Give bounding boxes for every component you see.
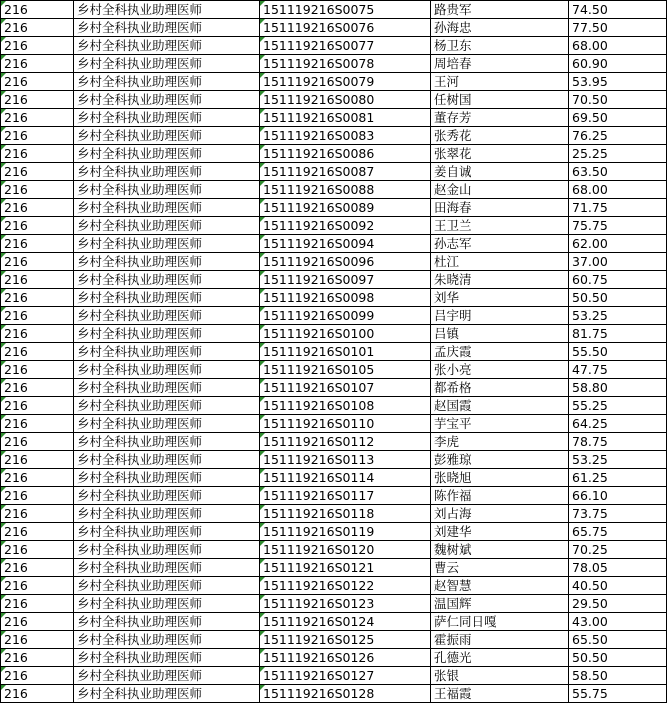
cell-candidate-name[interactable]: 孔德光 [431, 649, 569, 667]
table-row[interactable] [1, 325, 667, 343]
cell-score[interactable]: 75.75 [569, 217, 667, 235]
table-row[interactable] [1, 307, 667, 325]
cell-position[interactable]: 乡村全科执业助理医师 [74, 37, 260, 55]
cell-position[interactable]: 乡村全科执业助理医师 [74, 253, 260, 271]
table-row[interactable] [1, 415, 667, 433]
table-row[interactable] [1, 451, 667, 469]
table-row[interactable] [1, 667, 667, 685]
cell-position[interactable]: 乡村全科执业助理医师 [74, 307, 260, 325]
cell-candidate-name[interactable]: 温国辉 [431, 595, 569, 613]
table-row[interactable] [1, 559, 667, 577]
table-row[interactable] [1, 595, 667, 613]
cell-candidate-name[interactable]: 杨卫东 [431, 37, 569, 55]
cell-post-code[interactable]: 216 [1, 325, 74, 343]
cell-post-code[interactable]: 216 [1, 91, 74, 109]
table-row[interactable] [1, 163, 667, 181]
cell-candidate-name[interactable]: 吕宇明 [431, 307, 569, 325]
cell-candidate-name[interactable]: 张晓旭 [431, 469, 569, 487]
cell-post-code[interactable]: 216 [1, 73, 74, 91]
cell-post-code[interactable]: 216 [1, 523, 74, 541]
cell-exam-id[interactable]: 151119216S0101 [260, 343, 431, 361]
cell-score[interactable]: 53.25 [569, 451, 667, 469]
cell-post-code[interactable]: 216 [1, 667, 74, 685]
cell-position[interactable]: 乡村全科执业助理医师 [74, 595, 260, 613]
cell-post-code[interactable]: 216 [1, 559, 74, 577]
cell-candidate-name[interactable]: 彭雅琼 [431, 451, 569, 469]
cell-score[interactable]: 25.25 [569, 145, 667, 163]
cell-score[interactable]: 47.75 [569, 361, 667, 379]
cell-exam-id[interactable]: 151119216S0113 [260, 451, 431, 469]
cell-post-code[interactable]: 216 [1, 1, 74, 19]
cell-score[interactable]: 58.50 [569, 667, 667, 685]
cell-exam-id[interactable]: 151119216S0119 [260, 523, 431, 541]
cell-score[interactable]: 65.75 [569, 523, 667, 541]
cell-exam-id[interactable]: 151119216S0088 [260, 181, 431, 199]
cell-candidate-name[interactable]: 王卫兰 [431, 217, 569, 235]
cell-exam-id[interactable]: 151119216S0080 [260, 91, 431, 109]
table-row[interactable] [1, 487, 667, 505]
cell-score[interactable]: 55.75 [569, 685, 667, 703]
cell-exam-id[interactable]: 151119216S0076 [260, 19, 431, 37]
cell-position[interactable]: 乡村全科执业助理医师 [74, 451, 260, 469]
cell-exam-id[interactable]: 151119216S0092 [260, 217, 431, 235]
cell-position[interactable]: 乡村全科执业助理医师 [74, 217, 260, 235]
table-row[interactable] [1, 469, 667, 487]
cell-position[interactable]: 乡村全科执业助理医师 [74, 91, 260, 109]
cell-position[interactable]: 乡村全科执业助理医师 [74, 685, 260, 703]
cell-post-code[interactable]: 216 [1, 451, 74, 469]
cell-exam-id[interactable]: 151119216S0117 [260, 487, 431, 505]
cell-score[interactable]: 68.00 [569, 181, 667, 199]
cell-post-code[interactable]: 216 [1, 217, 74, 235]
cell-post-code[interactable]: 216 [1, 127, 74, 145]
cell-candidate-name[interactable]: 刘占海 [431, 505, 569, 523]
cell-post-code[interactable]: 216 [1, 181, 74, 199]
cell-candidate-name[interactable]: 刘建华 [431, 523, 569, 541]
table-row[interactable] [1, 613, 667, 631]
cell-exam-id[interactable]: 151119216S0081 [260, 109, 431, 127]
cell-post-code[interactable]: 216 [1, 109, 74, 127]
cell-position[interactable]: 乡村全科执业助理医师 [74, 469, 260, 487]
cell-post-code[interactable]: 216 [1, 397, 74, 415]
cell-position[interactable]: 乡村全科执业助理医师 [74, 109, 260, 127]
table-row[interactable] [1, 145, 667, 163]
cell-exam-id[interactable]: 151119216S0086 [260, 145, 431, 163]
cell-score[interactable]: 53.95 [569, 73, 667, 91]
cell-position[interactable]: 乡村全科执业助理医师 [74, 577, 260, 595]
cell-position[interactable]: 乡村全科执业助理医师 [74, 667, 260, 685]
cell-exam-id[interactable]: 151119216S0098 [260, 289, 431, 307]
cell-position[interactable]: 乡村全科执业助理医师 [74, 361, 260, 379]
cell-candidate-name[interactable]: 周培春 [431, 55, 569, 73]
cell-exam-id[interactable]: 151119216S0083 [260, 127, 431, 145]
cell-exam-id[interactable]: 151119216S0126 [260, 649, 431, 667]
cell-position[interactable]: 乡村全科执业助理医师 [74, 631, 260, 649]
cell-score[interactable]: 43.00 [569, 613, 667, 631]
table-row[interactable] [1, 397, 667, 415]
cell-score[interactable]: 65.50 [569, 631, 667, 649]
cell-position[interactable]: 乡村全科执业助理医师 [74, 1, 260, 19]
cell-score[interactable]: 66.10 [569, 487, 667, 505]
cell-post-code[interactable]: 216 [1, 199, 74, 217]
table-row[interactable] [1, 73, 667, 91]
cell-exam-id[interactable]: 151119216S0087 [260, 163, 431, 181]
table-row[interactable] [1, 649, 667, 667]
cell-candidate-name[interactable]: 陈作福 [431, 487, 569, 505]
cell-post-code[interactable]: 216 [1, 685, 74, 703]
cell-post-code[interactable]: 216 [1, 343, 74, 361]
cell-exam-id[interactable]: 151119216S0100 [260, 325, 431, 343]
cell-post-code[interactable]: 216 [1, 469, 74, 487]
cell-post-code[interactable]: 216 [1, 541, 74, 559]
cell-exam-id[interactable]: 151119216S0112 [260, 433, 431, 451]
cell-exam-id[interactable]: 151119216S0128 [260, 685, 431, 703]
cell-score[interactable]: 53.25 [569, 307, 667, 325]
cell-post-code[interactable]: 216 [1, 577, 74, 595]
cell-candidate-name[interactable]: 李虎 [431, 433, 569, 451]
cell-exam-id[interactable]: 151119216S0110 [260, 415, 431, 433]
cell-score[interactable]: 78.05 [569, 559, 667, 577]
cell-position[interactable]: 乡村全科执业助理医师 [74, 523, 260, 541]
cell-post-code[interactable]: 216 [1, 649, 74, 667]
cell-score[interactable]: 50.50 [569, 289, 667, 307]
cell-exam-id[interactable]: 151119216S0108 [260, 397, 431, 415]
cell-position[interactable]: 乡村全科执业助理医师 [74, 199, 260, 217]
table-row[interactable] [1, 541, 667, 559]
table-row[interactable] [1, 379, 667, 397]
cell-post-code[interactable]: 216 [1, 379, 74, 397]
cell-score[interactable]: 73.75 [569, 505, 667, 523]
cell-position[interactable]: 乡村全科执业助理医师 [74, 127, 260, 145]
cell-post-code[interactable]: 216 [1, 19, 74, 37]
cell-post-code[interactable]: 216 [1, 307, 74, 325]
cell-score[interactable]: 37.00 [569, 253, 667, 271]
cell-position[interactable]: 乡村全科执业助理医师 [74, 163, 260, 181]
cell-candidate-name[interactable]: 张翠花 [431, 145, 569, 163]
cell-candidate-name[interactable]: 吕镇 [431, 325, 569, 343]
cell-exam-id[interactable]: 151119216S0107 [260, 379, 431, 397]
cell-position[interactable]: 乡村全科执业助理医师 [74, 325, 260, 343]
cell-position[interactable]: 乡村全科执业助理医师 [74, 559, 260, 577]
cell-candidate-name[interactable]: 张小亮 [431, 361, 569, 379]
cell-candidate-name[interactable]: 张银 [431, 667, 569, 685]
cell-position[interactable]: 乡村全科执业助理医师 [74, 397, 260, 415]
cell-exam-id[interactable]: 151119216S0079 [260, 73, 431, 91]
cell-score[interactable]: 62.00 [569, 235, 667, 253]
cell-post-code[interactable]: 216 [1, 163, 74, 181]
table-row[interactable] [1, 685, 667, 703]
cell-candidate-name[interactable]: 萨仁同日嘎 [431, 613, 569, 631]
cell-position[interactable]: 乡村全科执业助理医师 [74, 55, 260, 73]
cell-candidate-name[interactable]: 王福霞 [431, 685, 569, 703]
cell-score[interactable]: 55.25 [569, 397, 667, 415]
table-row[interactable] [1, 289, 667, 307]
cell-candidate-name[interactable]: 都希格 [431, 379, 569, 397]
cell-exam-id[interactable]: 151119216S0118 [260, 505, 431, 523]
table-row[interactable] [1, 109, 667, 127]
table-row[interactable] [1, 55, 667, 73]
table-row[interactable] [1, 127, 667, 145]
table-row[interactable] [1, 217, 667, 235]
cell-post-code[interactable]: 216 [1, 235, 74, 253]
cell-candidate-name[interactable]: 赵智慧 [431, 577, 569, 595]
cell-candidate-name[interactable]: 孙志军 [431, 235, 569, 253]
cell-exam-id[interactable]: 151119216S0127 [260, 667, 431, 685]
cell-post-code[interactable]: 216 [1, 289, 74, 307]
cell-score[interactable]: 40.50 [569, 577, 667, 595]
cell-exam-id[interactable]: 151119216S0094 [260, 235, 431, 253]
cell-exam-id[interactable]: 151119216S0078 [260, 55, 431, 73]
cell-candidate-name[interactable]: 张秀花 [431, 127, 569, 145]
cell-post-code[interactable]: 216 [1, 55, 74, 73]
cell-position[interactable]: 乡村全科执业助理医师 [74, 505, 260, 523]
cell-score[interactable]: 58.80 [569, 379, 667, 397]
cell-position[interactable]: 乡村全科执业助理医师 [74, 613, 260, 631]
cell-exam-id[interactable]: 151119216S0120 [260, 541, 431, 559]
cell-post-code[interactable]: 216 [1, 361, 74, 379]
cell-position[interactable]: 乡村全科执业助理医师 [74, 343, 260, 361]
cell-position[interactable]: 乡村全科执业助理医师 [74, 433, 260, 451]
cell-candidate-name[interactable]: 董存芳 [431, 109, 569, 127]
cell-exam-id[interactable]: 151119216S0105 [260, 361, 431, 379]
cell-exam-id[interactable]: 151119216S0124 [260, 613, 431, 631]
cell-position[interactable]: 乡村全科执业助理医师 [74, 379, 260, 397]
table-row[interactable] [1, 433, 667, 451]
cell-score[interactable]: 50.50 [569, 649, 667, 667]
cell-exam-id[interactable]: 151119216S0075 [260, 1, 431, 19]
cell-position[interactable]: 乡村全科执业助理医师 [74, 181, 260, 199]
cell-candidate-name[interactable]: 刘华 [431, 289, 569, 307]
cell-position[interactable]: 乡村全科执业助理医师 [74, 73, 260, 91]
cell-position[interactable]: 乡村全科执业助理医师 [74, 487, 260, 505]
cell-candidate-name[interactable]: 杜江 [431, 253, 569, 271]
table-row[interactable] [1, 253, 667, 271]
cell-post-code[interactable]: 216 [1, 253, 74, 271]
cell-exam-id[interactable]: 151119216S0125 [260, 631, 431, 649]
cell-position[interactable]: 乡村全科执业助理医师 [74, 289, 260, 307]
cell-exam-id[interactable]: 151119216S0123 [260, 595, 431, 613]
table-row[interactable] [1, 631, 667, 649]
cell-post-code[interactable]: 216 [1, 271, 74, 289]
cell-candidate-name[interactable]: 芋宝平 [431, 415, 569, 433]
table-row[interactable] [1, 577, 667, 595]
cell-exam-id[interactable]: 151119216S0122 [260, 577, 431, 595]
cell-score[interactable]: 68.00 [569, 37, 667, 55]
cell-score[interactable]: 76.25 [569, 127, 667, 145]
cell-exam-id[interactable]: 151119216S0096 [260, 253, 431, 271]
table-row[interactable] [1, 199, 667, 217]
cell-post-code[interactable]: 216 [1, 613, 74, 631]
cell-score[interactable]: 60.75 [569, 271, 667, 289]
cell-candidate-name[interactable]: 曹云 [431, 559, 569, 577]
cell-candidate-name[interactable]: 姜自诚 [431, 163, 569, 181]
table-row[interactable] [1, 181, 667, 199]
cell-post-code[interactable]: 216 [1, 37, 74, 55]
cell-score[interactable]: 81.75 [569, 325, 667, 343]
cell-position[interactable]: 乡村全科执业助理医师 [74, 19, 260, 37]
table-row[interactable] [1, 505, 667, 523]
cell-candidate-name[interactable]: 孙海忠 [431, 19, 569, 37]
table-row[interactable] [1, 523, 667, 541]
cell-score[interactable]: 74.50 [569, 1, 667, 19]
cell-position[interactable]: 乡村全科执业助理医师 [74, 415, 260, 433]
cell-score[interactable]: 70.50 [569, 91, 667, 109]
cell-candidate-name[interactable]: 田海春 [431, 199, 569, 217]
cell-score[interactable]: 29.50 [569, 595, 667, 613]
cell-post-code[interactable]: 216 [1, 595, 74, 613]
cell-candidate-name[interactable]: 路贵军 [431, 1, 569, 19]
cell-post-code[interactable]: 216 [1, 145, 74, 163]
cell-position[interactable]: 乡村全科执业助理医师 [74, 649, 260, 667]
table-row[interactable] [1, 1, 667, 19]
cell-exam-id[interactable]: 151119216S0114 [260, 469, 431, 487]
cell-score[interactable]: 60.90 [569, 55, 667, 73]
score-table-body [1, 1, 667, 703]
cell-exam-id[interactable]: 151119216S0077 [260, 37, 431, 55]
cell-candidate-name[interactable]: 赵金山 [431, 181, 569, 199]
cell-exam-id[interactable]: 151119216S0099 [260, 307, 431, 325]
cell-score[interactable]: 77.50 [569, 19, 667, 37]
cell-candidate-name[interactable]: 王河 [431, 73, 569, 91]
cell-score[interactable]: 71.75 [569, 199, 667, 217]
cell-candidate-name[interactable]: 任树国 [431, 91, 569, 109]
cell-post-code[interactable]: 216 [1, 487, 74, 505]
table-row[interactable] [1, 37, 667, 55]
table-row[interactable] [1, 343, 667, 361]
cell-score[interactable]: 78.75 [569, 433, 667, 451]
cell-position[interactable]: 乡村全科执业助理医师 [74, 271, 260, 289]
cell-candidate-name[interactable]: 魏树斌 [431, 541, 569, 559]
cell-score[interactable]: 61.25 [569, 469, 667, 487]
cell-exam-id[interactable]: 151119216S0089 [260, 199, 431, 217]
cell-score[interactable]: 69.50 [569, 109, 667, 127]
cell-post-code[interactable]: 216 [1, 631, 74, 649]
table-row[interactable] [1, 271, 667, 289]
cell-post-code[interactable]: 216 [1, 505, 74, 523]
cell-candidate-name[interactable]: 霍振雨 [431, 631, 569, 649]
table-row[interactable] [1, 235, 667, 253]
table-row[interactable] [1, 19, 667, 37]
cell-exam-id[interactable]: 151119216S0121 [260, 559, 431, 577]
cell-position[interactable]: 乡村全科执业助理医师 [74, 235, 260, 253]
cell-score[interactable]: 64.25 [569, 415, 667, 433]
cell-position[interactable]: 乡村全科执业助理医师 [74, 541, 260, 559]
cell-post-code[interactable]: 216 [1, 433, 74, 451]
table-row[interactable] [1, 91, 667, 109]
cell-candidate-name[interactable]: 朱晓清 [431, 271, 569, 289]
cell-score[interactable]: 63.50 [569, 163, 667, 181]
cell-candidate-name[interactable]: 赵国霞 [431, 397, 569, 415]
cell-score[interactable]: 55.50 [569, 343, 667, 361]
cell-exam-id[interactable]: 151119216S0097 [260, 271, 431, 289]
table-row[interactable] [1, 361, 667, 379]
cell-post-code[interactable]: 216 [1, 415, 74, 433]
cell-candidate-name[interactable]: 孟庆霞 [431, 343, 569, 361]
cell-score[interactable]: 70.25 [569, 541, 667, 559]
cell-position[interactable]: 乡村全科执业助理医师 [74, 145, 260, 163]
